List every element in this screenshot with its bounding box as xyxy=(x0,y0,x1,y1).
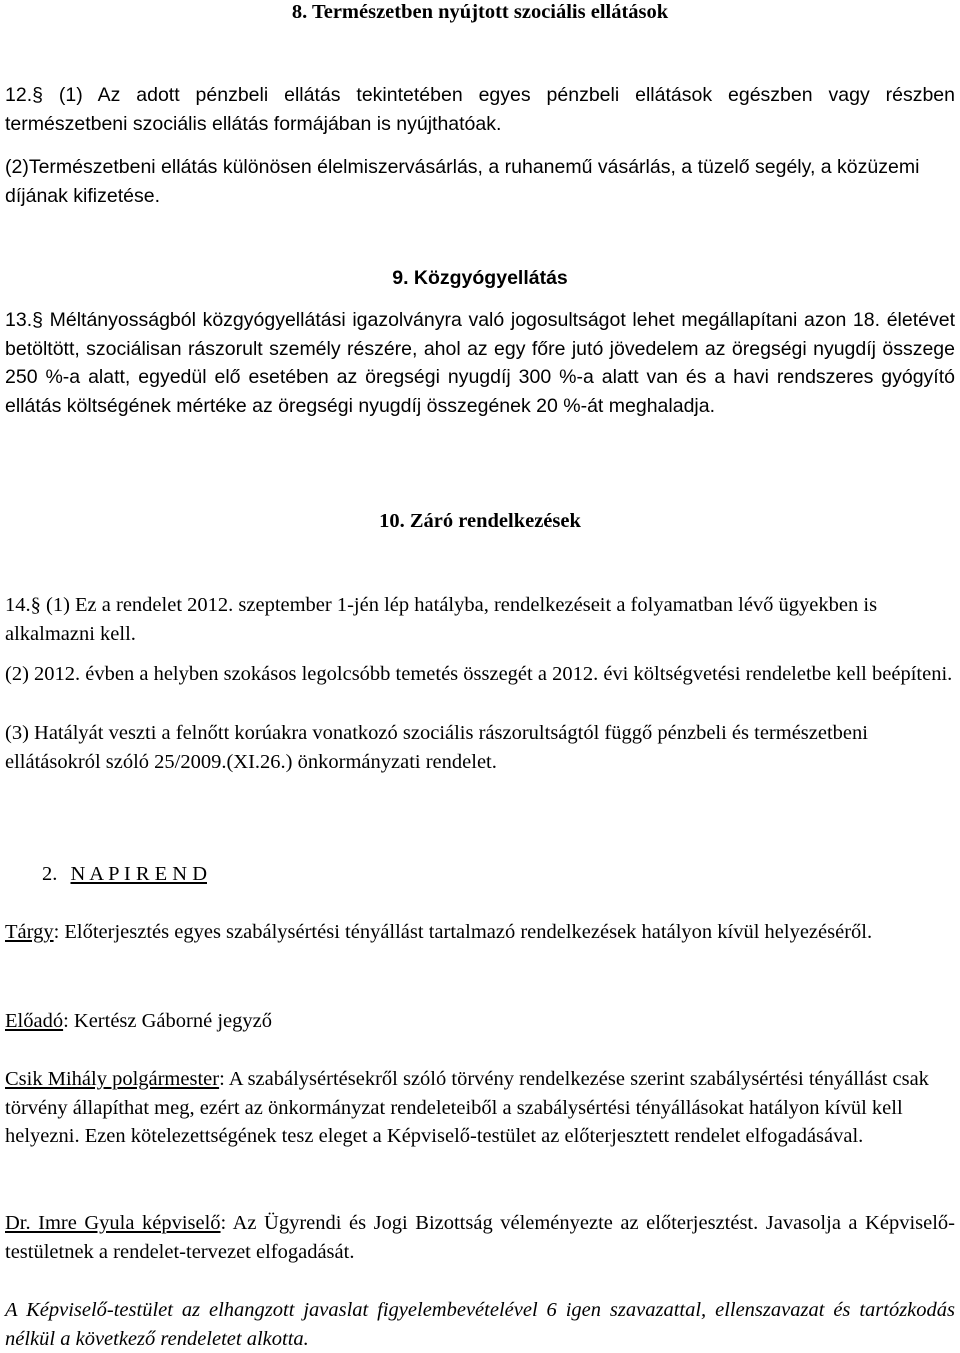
presenter-paragraph xyxy=(5,1007,955,1036)
paragraph-12-2: (2)Természetbeni ellátás különösen élelmiszervásárlás, a ruhanemű vásárlás, a tüzelő segély, a közüzemi díjának kifizetése. xyxy=(5,156,920,207)
mayor-text: : A szabálysértésekről szóló törvény rendelkezése szerint szabálysértési tényállást csak törvény állapíthat meg, ezért az önkormányzat rendeleteiből a szabálysértési tényállásokat hatályon kívül kell helyezni. Ezen kötelezettségének tesz eleget a Képviselő-testület az előterjesztett rendelet elfogadásával. xyxy=(5,1068,929,1147)
representative-text: : Az Ügyrendi és Jogi Bizottság véleményezte az előterjesztést. Javasolja a Képviselő-testületnek a rendelet-tervezet elfogadását. xyxy=(5,1212,955,1263)
presenter-text: : Kertész Gáborné jegyző xyxy=(63,1010,272,1032)
vote-result: A Képviselő-testület az elhangzott javaslat figyelembevételével 6 igen szavazattal, ellenszavazat és tartózkodás nélkül a következő rendeletet alkotta. xyxy=(5,1299,955,1350)
representative-paragraph xyxy=(5,1209,955,1266)
paragraph-12-1: 12.§ (1) Az adott pénzbeli ellátás tekintetében egyes pénzbeli ellátások egészben vagy részben természetbeni szociális ellátás formájában is nyújthatóak. xyxy=(5,84,955,135)
section-8-heading: 8. Természetben nyújtott szociális ellátások xyxy=(291,1,669,23)
representative-label: Dr. Imre Gyula képviselő xyxy=(5,1212,221,1234)
paragraph-14-2: (2) 2012. évben a helyben szokásos legolcsóbb temetés összegét a 2012. évi költségvetési rendeletbe kell beépíteni. xyxy=(5,663,953,685)
subject-text: : Előterjesztés egyes szabálysértési tényállást tartalmazó rendelkezések hatályon kívül helyezéséről. xyxy=(53,921,873,943)
section-9-heading: 9. Közgyógyellátás xyxy=(392,267,568,289)
mayor-paragraph xyxy=(5,1065,955,1151)
paragraph-13: 13.§ Méltányosságból közgyógyellátási igazolványra való jogosultságot lehet megállapítani azon 18. életévet betöltött, szociálisan rászorult személy részére, ahol az egy főre jutó jövedelem az öregségi nyugdíj összege 250 %-a alatt, egyedül elő esetében az öregségi nyugdíj 300 %-a alatt van és a havi rendszeres gyógyító ellátás költségének mértéke az öregségi nyugdíj összegének 20 %-át meghaladja. xyxy=(5,309,955,417)
agenda-number: 2. xyxy=(42,863,58,885)
presenter-label: Előadó xyxy=(5,1010,64,1032)
paragraph-14-1: 14.§ (1) Ez a rendelet 2012. szeptember 1-jén lép hatályba, rendelkezéseit a folyamatban lévő ügyekben is alkalmazni kell. xyxy=(5,594,878,645)
mayor-label: Csik Mihály polgármester xyxy=(5,1068,220,1090)
agenda-heading xyxy=(42,860,442,889)
paragraph-14-3: (3) Hatályát veszti a felnőtt korúakra vonatkozó szociális rászorultságtól függő pénzbeli és természetbeni ellátásokról szóló 25/2009.(XI.26.) önkormányzati rendelet. xyxy=(5,722,868,773)
agenda-title: N A P I R E N D xyxy=(70,863,207,885)
subject-label: Tárgy xyxy=(5,921,54,943)
subject-paragraph xyxy=(5,918,960,947)
section-10-heading: 10. Záró rendelkezések xyxy=(379,510,581,532)
